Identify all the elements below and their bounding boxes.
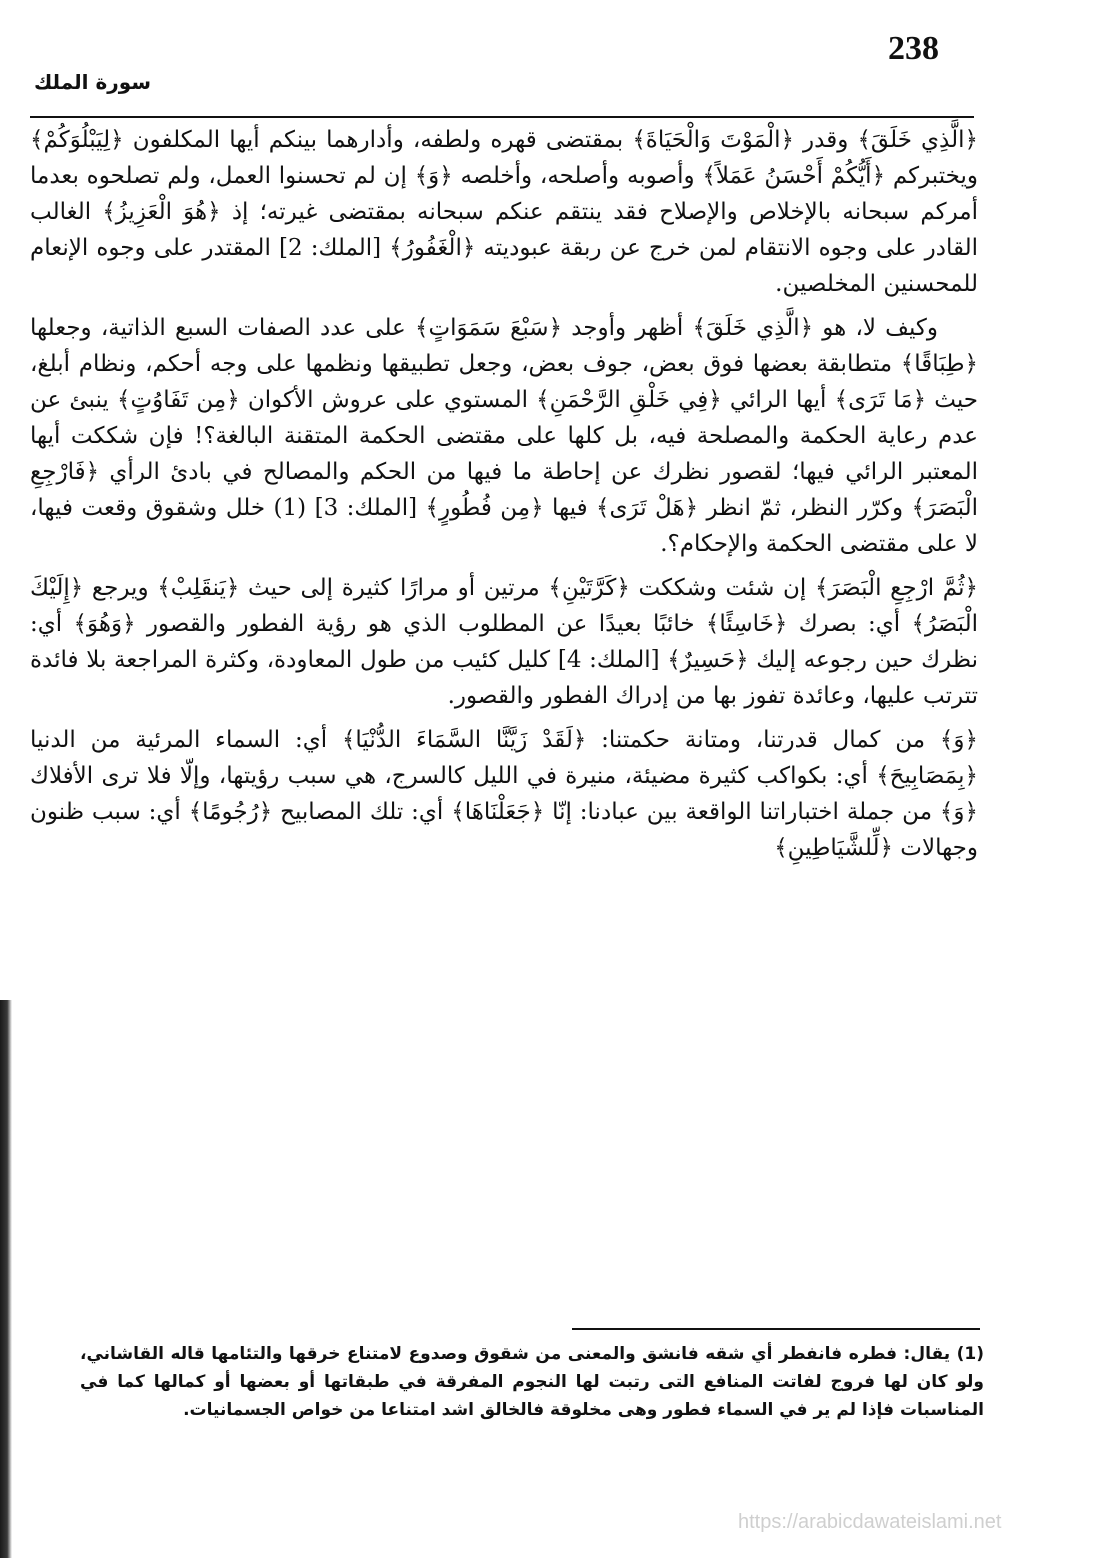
paragraph-verse-3: وكيف لا، هو ﴿الَّذِي خَلَقَ﴾ أظهر وأوجد ﴿سَبْعَ سَمَوَاتٍ﴾ على عدد الصفات السبع الذاتية، وجعلها ﴿طِبَاقًا﴾ متطابقة بعضها فوق بعض، جوف بعض، وجعل تطبيقها ونظمها على وجه أحكم، ونظام أبلغ، حيث ﴿مَا تَرَى﴾ أيها الرائي ﴿فِي خَلْقِ الرَّحْمَنِ﴾ المستوي على عروش الأكوان ﴿مِن تَفَاوُتٍ﴾ ينبئ عن عدم رعاية الحكمة والمصلحة فيه، بل كلها على مقتضى الحكمة المتقنة البالغة؟! فإن شككت أيها المعتبر الرائي فيها؛ لقصور نظرك عن إحاطة ما فيها من الحكم والمصالح في بادئ الرأي ﴿فَارْجِعِ الْبَصَرَ﴾ وكرّر النظر، ثمّ انظر ﴿هَلْ تَرَى﴾ فيها ﴿مِن فُطُورٍ﴾ [الملك: 3] (1) خلل وشقوق وقعت فيها، لا على مقتضى الحكمة والإحكام؟. [30,315,978,557]
footnote-1: (1) يقال: فطره فانفطر أي شقه فانشق والمعنى من شقوق وصدوع لامتناع خرقها والتئامها قاله القاشاني، ولو كان لها فروج لفاتت المنافع التى رتبت لها النجوم المفرقة في طبقاتها أو بعضها أو كمالها كما في المناسبات فإذا لم ير في السماء فطور وهى مخلوقة فالخالق اشد امتناعا من خواص الجسمانيات. [80,1344,984,1420]
commentary-body [30,122,978,874]
page-number: 238 [888,30,939,67]
paragraph-verse-5: ﴿وَ﴾ من كمال قدرتنا، ومتانة حكمتنا: ﴿لَقَدْ زَيَّنَّا السَّمَاءَ الدُّنْيَا﴾ أي: السماء المرئية من الدنيا ﴿بِمَصَابِيحَ﴾ أي: بكواكب كثيرة مضيئة، منيرة في الليل كالسرج، هي سبب رؤيتها، وإلّا فلا ترى الأفلاك ﴿وَ﴾ من جملة اختباراتنا الواقعة بين عبادنا: إنّا ﴿جَعَلْنَاهَا﴾ أي: تلك المصابيح ﴿رُجُومًا﴾ أي: سبب ظنون وجهالات ﴿لِّلشَّيَاطِينِ﴾ [30,727,978,861]
header-divider [30,116,974,118]
surah-title: سورة الملك [33,70,151,94]
paragraph-verse-2: ﴿الَّذِي خَلَقَ﴾ وقدر ﴿الْمَوْتَ وَالْحَيَاةَ﴾ بمقتضى قهره ولطفه، وأدارهما بينكم أيها المكلفون ﴿لِيَبْلُوَكُمْ﴾ ويختبركم ﴿أَيُّكُمْ أَحْسَنُ عَمَلاً﴾ وأصوبه وأصلحه، وأخلصه ﴿وَ﴾ إن لم تحسنوا العمل، ولم تصلحوه بعدما أمركم سبحانه بالإخلاص والإصلاح فقد ينتقم عنكم سبحانه بمقتضى غيرته؛ إذ ﴿هُوَ الْعَزِيزُ﴾ الغالب القادر على وجوه الانتقام لمن خرج عن ربقة عبوديته ﴿الْغَفُورُ﴾ [الملك: 2] المقتدر على وجوه الإنعام للمحسنين المخلصين. [30,127,979,297]
source-watermark: https://arabicdawateislami.net [738,1511,1002,1533]
paragraph-verse-4: ﴿ثُمَّ ارْجِعِ الْبَصَرَ﴾ إن شئت وشككت ﴿كَرَّتَيْنِ﴾ مرتين أو مرارًا كثيرة إلى حيث ﴿يَنقَلِبْ﴾ ويرجع ﴿إِلَيْكَ الْبَصَرُ﴾ أي: بصرك ﴿خَاسِئًا﴾ خائبًا بعيدًا عن المطلوب الذي هو رؤية الفطور والقصور ﴿وَهُوَ﴾ أي: نظرك حين رجوعه إليك ﴿حَسِيرٌ﴾ [الملك: 4] كليل كئيب من طول المعاودة، وكثرة المراجعة بلا فائدة تترتب عليها، وعائدة تفوز بها من إدراك الفطور والقصور. [30,575,978,709]
footnotes [80,1340,984,1424]
footnote-divider [572,1328,980,1330]
scan-shadow-edge [0,1000,12,1558]
